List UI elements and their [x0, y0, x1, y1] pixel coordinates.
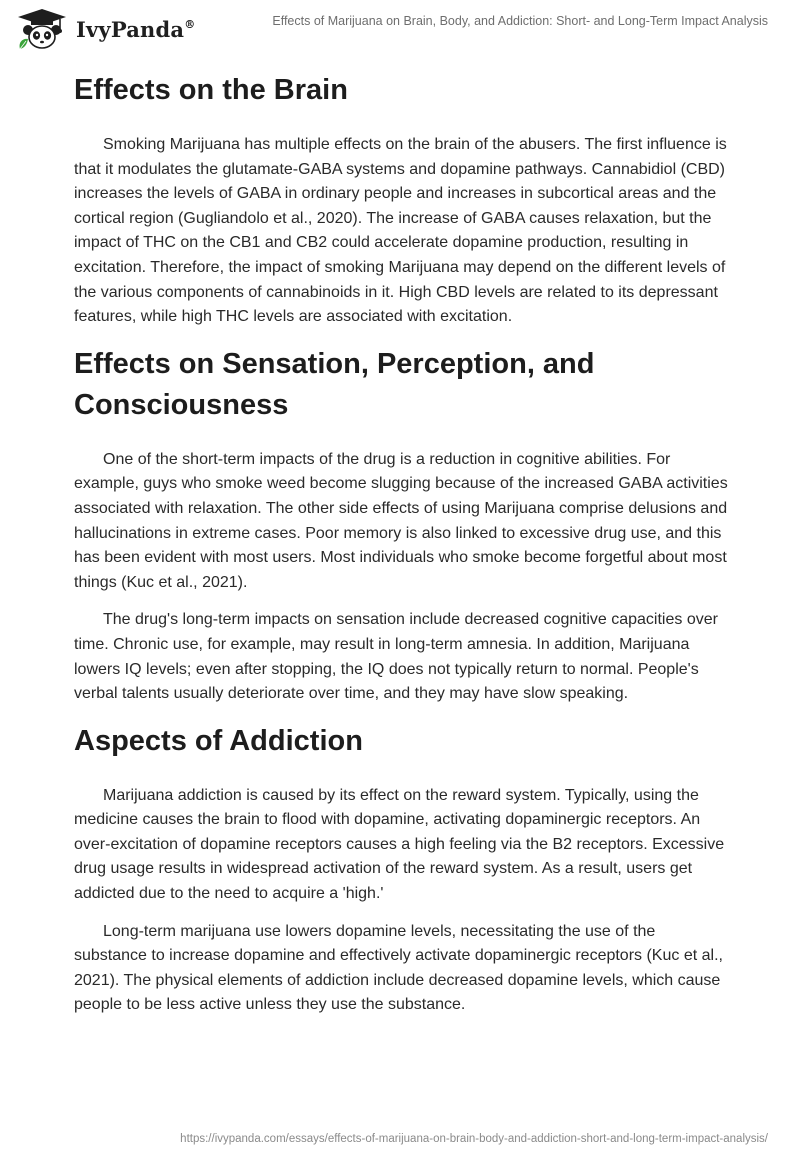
source-url[interactable]: https://ivypanda.com/essays/effects-of-marijuana-on-brain-body-and-addiction-short-and-long-term-impact-analysis/	[180, 1133, 768, 1145]
paragraph: Smoking Marijuana has multiple effects on the brain of the abusers. The first influence is that it modulates the glutamate-GABA systems and dopamine pathways. Cannabidiol (CBD) increases the levels of GABA in ordinary people and increases in subcortical areas and the cortical region (Gugliandolo et al., 2020). The increase of GABA causes relaxation, but the impact of THC on the CB1 and CB2 could accelerate dopamine production, resulting in excitation. Therefore, the impact of smoking Marijuana may depend on the different levels of the various components of cannabinoids in it. High CBD levels are related to its depressant features, while high THC levels are associated with excitation.	[74, 136, 727, 326]
paragraph: Marijuana addiction is caused by its effect on the reward system. Typically, using the medicine causes the brain to flood with dopamine, activating dopaminergic receptors. An over-excitation of dopamine receptors causes a high feeling via the B2 receptors. Excessive drug usage results in widespread activation of the reward system. As a result, users get addicted due to the need to acquire a 'high.'	[74, 786, 725, 903]
panda-graduate-logo-icon	[14, 8, 70, 50]
brand-name: IvyPanda®	[76, 16, 196, 42]
section-heading-addiction: Aspects of Addiction	[74, 724, 363, 757]
page-header	[0, 0, 800, 56]
section-heading-sensation: Effects on Sensation, Perception, and Consciousness	[74, 347, 595, 421]
paragraph: Long-term marijuana use lowers dopamine levels, necessitating the use of the substance to increase dopamine and effectively activate dopaminergic receptors (Kuc et al., 2021). The physical elements of addiction include decreased dopamine levels, which cause people to be less active unless they use the substance.	[74, 922, 723, 1014]
section-heading-brain: Effects on the Brain	[74, 74, 348, 106]
paragraph: One of the short-term impacts of the drug is a reduction in cognitive abilities. For example, guys who smoke weed become slugging because of the increased GABA activities associated with relaxation. The other side effects of using Marijuana comprise delusions and hallucinations in extreme cases. Poor memory is also linked to excessive drug use, and this has been evident with most users. Most individuals who smoke become forgetful about most things (Kuc et al., 2021).	[74, 450, 728, 591]
article-body	[74, 70, 730, 1018]
brand-logo[interactable]	[14, 8, 195, 50]
paragraph: The drug's long-term impacts on sensation include decreased cognitive capacities over time. Chronic use, for example, may result in long-term amnesia. In addition, Marijuana lowers IQ levels; even after stopping, the IQ does not typically return to normal. People's verbal talents usually deteriorate over time, and they may have slow speaking.	[74, 611, 718, 703]
document-title: Effects of Marijuana on Brain, Body, and Addiction: Short- and Long-Term Impact Analysis	[272, 14, 768, 28]
